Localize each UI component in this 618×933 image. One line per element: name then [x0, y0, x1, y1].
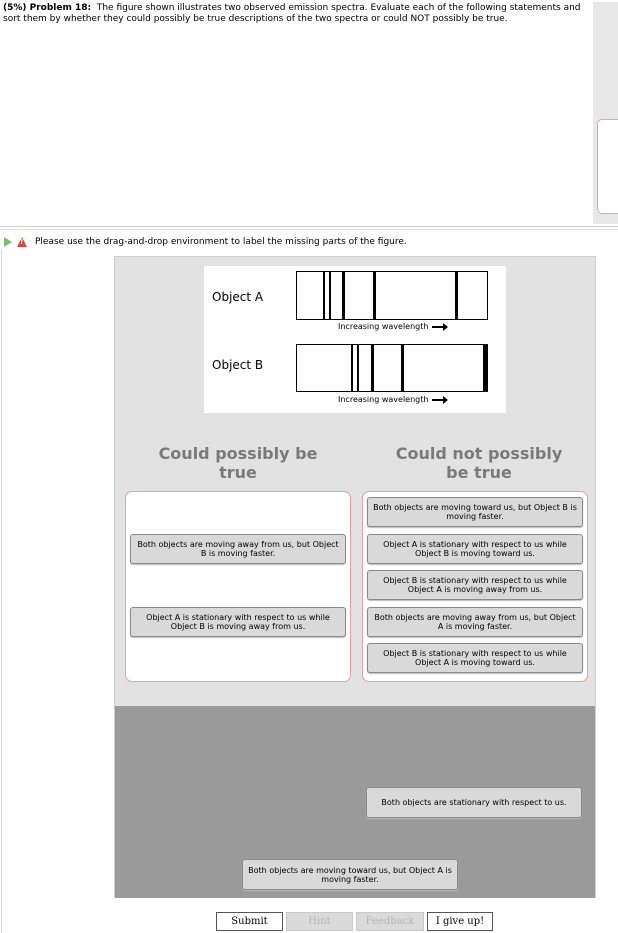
- axis-caption-text: Increasing wavelength: [338, 395, 429, 404]
- spectral-line: [401, 345, 404, 391]
- could-not-be-true-heading: Could not possibly be true: [395, 444, 563, 482]
- spectral-line: [342, 272, 345, 319]
- statement-card[interactable]: Object B is stationary with respect to us while Object A is moving toward us.: [367, 643, 583, 673]
- wavelength-axis-caption: [338, 395, 444, 405]
- spectral-line: [329, 272, 331, 319]
- give-up-button[interactable]: I give up!: [427, 912, 493, 931]
- object-b-label: Object B: [212, 358, 264, 372]
- divider: [0, 226, 618, 227]
- submit-button[interactable]: Submit: [216, 912, 283, 931]
- statement-card[interactable]: Both objects are moving away from us, but Object A is moving faster.: [367, 607, 583, 637]
- could-be-true-heading: Could possibly be true: [158, 444, 318, 482]
- problem-number: (5%) Problem 18:: [3, 3, 92, 13]
- statement-card[interactable]: Both objects are stationary with respect to us.: [366, 787, 582, 818]
- wavelength-axis-caption: [338, 322, 444, 332]
- statement-card[interactable]: Both objects are moving away from us, but Object B is moving faster.: [130, 534, 346, 564]
- statement-card[interactable]: Object A is stationary with respect to us while Object B is moving toward us.: [367, 534, 583, 564]
- side-panel-box[interactable]: [597, 119, 618, 214]
- spectral-line: [371, 345, 374, 391]
- feedback-button[interactable]: Feedback: [356, 912, 424, 931]
- spectral-line: [373, 272, 376, 319]
- left-border: [1, 250, 2, 933]
- right-arrow-icon: [432, 326, 444, 328]
- divider: [0, 229, 618, 230]
- object-a-spectrum: [296, 271, 488, 320]
- axis-caption-text: Increasing wavelength: [338, 322, 429, 331]
- object-a-label: Object A: [212, 290, 264, 304]
- statement-card[interactable]: Object A is stationary with respect to us while Object B is moving away from us.: [130, 607, 346, 637]
- play-icon[interactable]: [4, 237, 12, 247]
- could-be-true-dropzone[interactable]: [125, 491, 351, 682]
- spectral-line: [323, 272, 325, 319]
- hint-button[interactable]: Hint: [286, 912, 353, 931]
- spectral-line: [357, 345, 359, 391]
- problem-text: The figure shown illustrates two observed emission spectra. Evaluate each of the following statements and sort them by whether they could possibly be true descriptions of the two spectra or could NOT possibly be true.: [3, 3, 581, 24]
- spectral-line: [455, 272, 458, 319]
- statement-card[interactable]: Both objects are moving toward us, but Object A is moving faster.: [242, 859, 458, 890]
- problem-statement: [3, 3, 591, 25]
- instruction-text: Please use the drag-and-drop environment to label the missing parts of the figure.: [35, 237, 407, 247]
- right-arrow-icon: [432, 399, 444, 401]
- object-b-spectrum: [296, 344, 488, 392]
- statement-card[interactable]: Both objects are moving toward us, but Object B is moving faster.: [367, 497, 583, 527]
- spectral-line: [351, 345, 353, 391]
- instruction-row: [4, 236, 407, 248]
- warning-icon: !: [17, 237, 27, 247]
- statement-card[interactable]: Object B is stationary with respect to us while Object A is moving away from us.: [367, 570, 583, 600]
- spectral-line: [483, 345, 487, 391]
